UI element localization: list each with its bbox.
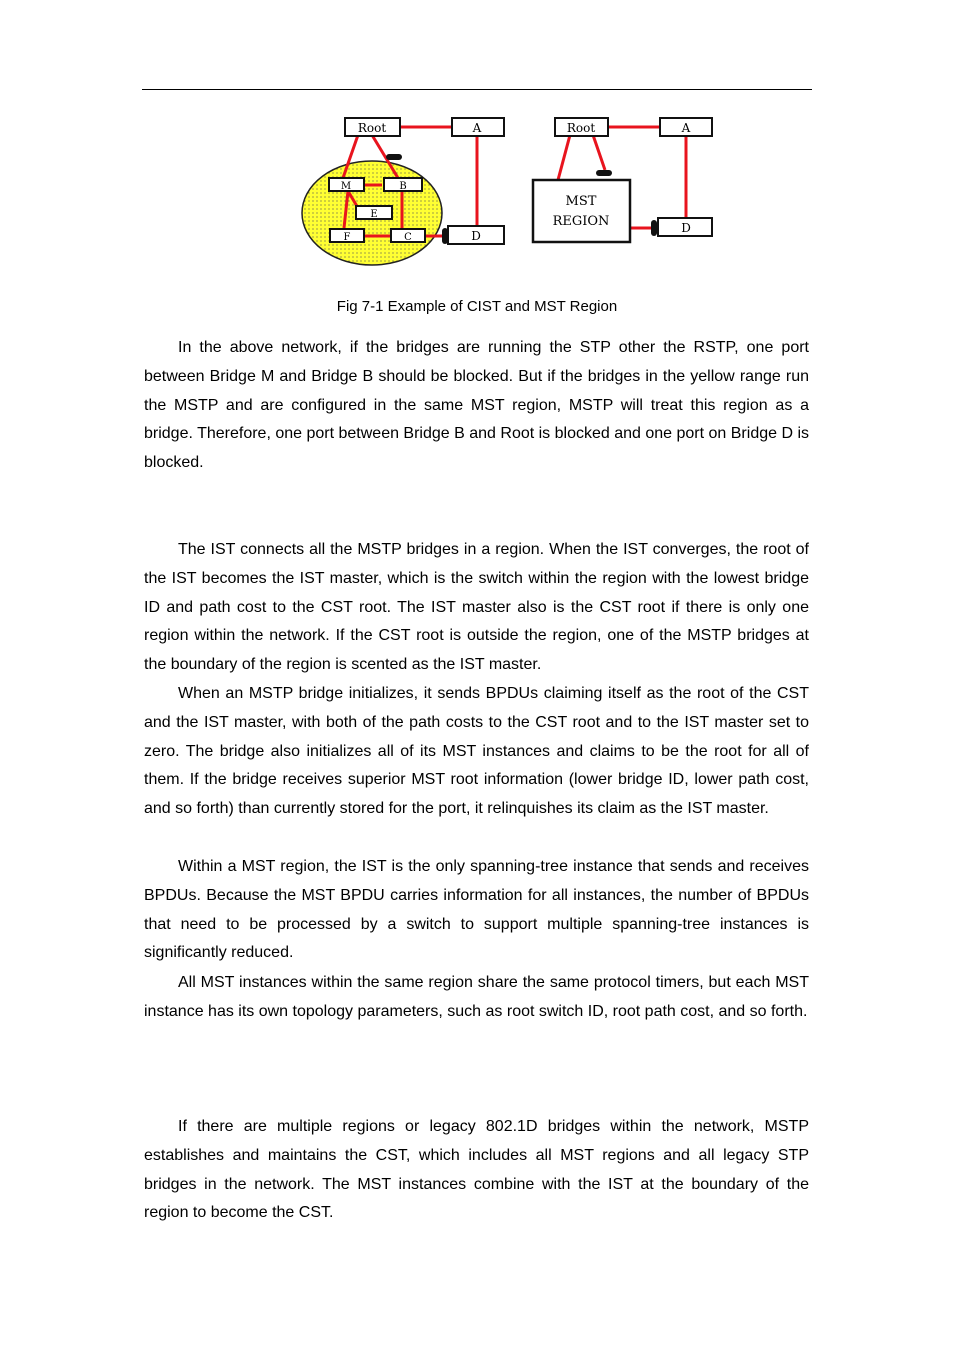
paragraph-bpdu: Within a MST region, the IST is the only spanning-tree instance that sends and receives BPDUs. Because the MST BPDU carries information for all instances, the number of BPDUs that need to be processed by a switch to support multiple spanning-tree instances is significantly reduced.	[144, 858, 809, 962]
figure-caption: Fig 7-1 Example of CIST and MST Region	[336, 298, 618, 315]
node-label: A	[472, 121, 482, 135]
node-f	[330, 229, 364, 243]
node-label: E	[370, 209, 378, 220]
node-a-right	[660, 118, 712, 136]
paragraph-cist-example: In the above network, if the bridges are running the STP other the RSTP, one port between Bridge M and Bridge B should be blocked. But if the bridges in the yellow range run the MSTP and are configured in the same MST region, MSTP will treat this region as a bridge. Therefore, one port between Bridge B and Root is blocked and one port on Bridge D is blocked.	[144, 339, 810, 472]
left-network-diagram	[302, 118, 504, 265]
blocked-port-marker	[651, 220, 657, 236]
node-label: D	[471, 229, 481, 243]
header-rule	[142, 89, 812, 90]
blocked-port-marker	[386, 154, 402, 160]
cist-mst-region-figure	[300, 112, 720, 272]
node-label: F	[343, 232, 351, 243]
node-e	[356, 206, 392, 220]
node-label: Root	[357, 121, 387, 135]
node-root-right	[555, 118, 608, 136]
node-label: A	[681, 121, 691, 135]
paragraph-cst: If there are multiple regions or legacy 802.1D bridges within the network, MSTP establishes and maintains the CST, which includes all MST regions and all legacy STP bridges in the network. The MST instances combine with the IST at the boundary of the region to become the CST.	[144, 1118, 809, 1222]
node-a-left	[452, 118, 504, 136]
node-label: M	[340, 181, 352, 192]
node-label: Root	[566, 121, 596, 135]
node-label: D	[681, 221, 691, 235]
paragraph-ist-intro: The IST connects all the MSTP bridges in a region. When the IST converges, the root of the IST becomes the IST master, which is the switch within the region with the lowest bridge ID and path cost to the CST root. The IST master also is the CST root if there is only one region within the network. If the CST root is outside the region, one of the MSTP bridges at the boundary of the region is scented as the IST master.	[144, 541, 809, 674]
node-d-left	[448, 226, 504, 244]
node-root-left	[345, 118, 400, 136]
node-label: B	[399, 181, 407, 192]
mst-region-box	[533, 180, 630, 242]
right-network-diagram	[533, 118, 712, 242]
node-label: C	[404, 232, 412, 243]
node-c	[391, 229, 425, 243]
node-d-right	[658, 218, 712, 236]
node-b	[384, 178, 422, 192]
region-label-line1: MST	[565, 194, 597, 209]
node-m	[329, 178, 364, 192]
blocked-port-marker	[596, 170, 612, 176]
region-label-line2: REGION	[552, 214, 610, 229]
paragraph-timers: All MST instances within the same region share the same protocol timers, but each MST instance has its own topology parameters, such as root switch ID, root path cost, and so forth.	[144, 974, 809, 1020]
paragraph-bridge-init: When an MSTP bridge initializes, it sends BPDUs claiming itself as the root of the CST and the IST master, with both of the path costs to the CST root and to the IST master set to zero. The bridge also initializes all of its MST instances and claims to be the root for all of them. If the bridge receives superior MST root information (lower bridge ID, lower path cost, and so forth) than currently stored for the port, it relinquishes its claim as the IST master.	[144, 685, 809, 818]
